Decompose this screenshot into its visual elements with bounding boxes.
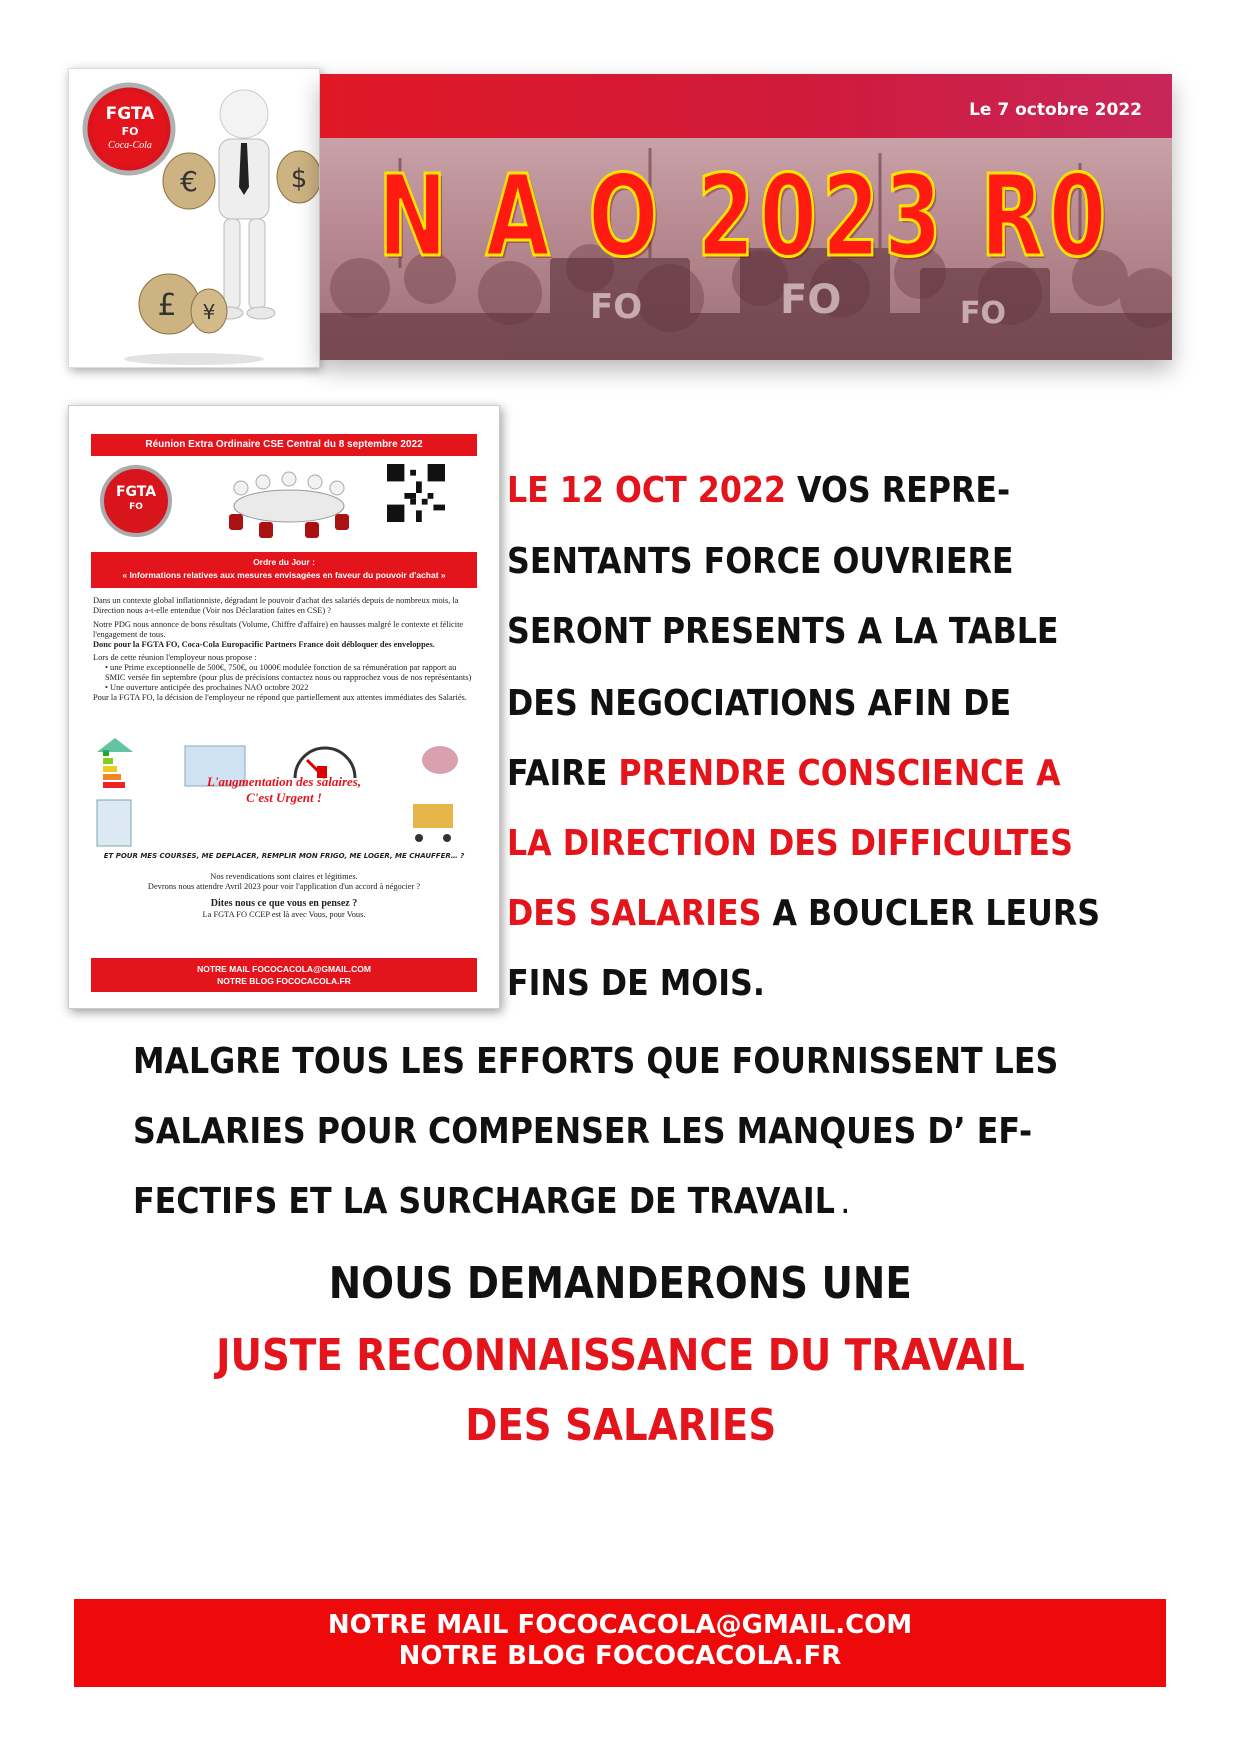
demand-line: DES SALARIES	[464, 1400, 776, 1451]
logo-fo-text: FO	[121, 125, 139, 138]
highlight-text: PRENDRE CONSCIENCE A	[618, 753, 1061, 794]
logo-brand-text: Coca-Cola	[108, 140, 152, 151]
highlight-text: DES SALARIES	[507, 893, 762, 934]
body-text: A BOUCLER LEURS	[761, 893, 1101, 934]
thumb-fgta-logo	[99, 464, 173, 538]
body-line: FINS DE MOIS.	[507, 963, 765, 1004]
thumb-slogan-line1: L'augmentation des salaires,	[206, 774, 362, 789]
qr-code	[387, 464, 445, 522]
thumb-paragraph: Dans un contexte global inflationniste, dégradant le pouvoir d'achat des salariés depuis de nombreux mois, la Direction nous a-t-elle entendue (Voir nos Déclaration faites en CSE) ?	[93, 596, 459, 615]
thumb-bullet: • Une ouverture anticipée des prochaines NAO octobre 2022	[105, 683, 309, 692]
demand-heading	[0, 1330, 1241, 1381]
demand-heading	[0, 1258, 1241, 1309]
body-text: VOS REPRE-	[785, 470, 1011, 511]
svg-text:FO: FO	[960, 296, 1006, 331]
mascot-logo-card	[68, 68, 320, 368]
body-line	[507, 470, 1010, 511]
svg-text:$: $	[290, 164, 308, 194]
piggy-bank-icon	[422, 746, 458, 774]
issue-date: Le 7 octobre 2022	[969, 100, 1142, 120]
previous-tract-thumbnail	[68, 405, 500, 1009]
contact-footer	[74, 1599, 1166, 1687]
body-text: FECTIFS ET LA SURCHARGE DE TRAVAIL	[133, 1181, 835, 1222]
thumb-footer-mail: NOTRE MAIL FOCOCACOLA@GMAIL.COM	[197, 964, 371, 974]
thumb-paragraph: Pour la FGTA FO, la décision de l'employeur ne répond que partiellement aux attentes immédiates des Salariés.	[93, 693, 467, 702]
thumb-paragraph: Nos revendications sont claires et légitimes.	[210, 872, 358, 881]
thumb-paragraph: Devrons nous attendre Avril 2023 pour voir l'application d'un accord à négocier ?	[147, 882, 421, 891]
demand-heading	[0, 1400, 1241, 1451]
thumb-slogan	[189, 774, 379, 806]
thumb-footer-blog: NOTRE BLOG FOCOCACOLA.FR	[217, 976, 351, 986]
thumb-strip: ET POUR MES COURSES, ME DEPLACER, REMPLIR MON FRIGO, ME LOGER, ME CHAUFFER… ?	[103, 852, 465, 860]
body-line: DES NEGOCIATIONS AFIN DE	[507, 683, 1012, 724]
thumb-agenda-bar	[91, 552, 477, 588]
highlight-date: LE 12 OCT 2022	[507, 470, 786, 511]
footer-blog: NOTRE BLOG FOCOCACOLA.FR	[398, 1641, 842, 1671]
fridge-icon	[97, 800, 131, 846]
thumb-paragraph: La FGTA FO CCEP est là avec Vous, pour Vous.	[202, 910, 366, 919]
body-line: MALGRE TOUS LES EFFORTS QUE FOURNISSENT LES	[133, 1041, 1059, 1082]
thumb-agenda-text: « Informations relatives aux mesures envisagées en faveur du pouvoir d'achat »	[122, 570, 446, 580]
body-text: .	[834, 1194, 850, 1219]
thumb-paragraph: Dites nous ce que vous en pensez ?	[210, 898, 358, 909]
energy-label-icon	[97, 738, 133, 788]
logo-fgta-text: FGTA	[105, 104, 155, 124]
thumb-paragraph: Notre PDG nous annonce de bons résultats (Volume, Chiffre d'affaire) en hausses malgré le contexte et félicite l'engagement de tous.	[93, 620, 464, 639]
thumb-agenda-title: Ordre du Jour :	[253, 557, 315, 567]
thumb-bullet: • une Prime exceptionnelle de 500€, 750€, ou 1000€ modulée fonction de sa rémunération par rapport au SMIC versée fin septembre (pour plus de précisions contactez nous ou rapprochez vous de nos représentants)	[105, 663, 472, 682]
body-line: SENTANTS FORCE OUVRIERE	[507, 541, 1014, 582]
thumb-footer-bar	[91, 958, 477, 992]
svg-text:£: £	[157, 288, 177, 323]
thumb-paragraph: Donc pour la FGTA FO, Coca-Cola Europacific Partners France doit débloquer des enveloppes.	[93, 640, 435, 649]
thumb-slogan-line2: C'est Urgent !	[246, 790, 322, 805]
body-line	[133, 1181, 849, 1222]
main-title: N A O 2023 R0	[378, 152, 1112, 282]
thumb-paragraph: Lors de cette réunion l'employeur nous propose :	[93, 653, 257, 662]
thumb-logo-fo: FO	[129, 502, 143, 512]
body-line	[507, 753, 1061, 794]
thumb-conclusion	[93, 872, 475, 920]
thumb-logo-fgta: FGTA	[115, 484, 157, 500]
thumb-bullet-text: Une ouverture anticipée des prochaines NAO octobre 2022	[110, 683, 309, 692]
svg-text:¥: ¥	[202, 300, 216, 324]
body-line: SERONT PRESENTS A LA TABLE	[507, 611, 1059, 652]
meeting-table-illustration	[219, 464, 359, 544]
svg-text:FO: FO	[780, 277, 842, 323]
shopping-cart-icon	[413, 804, 453, 842]
header-banner	[320, 74, 1172, 360]
banner-top-bar	[320, 74, 1172, 138]
demand-line: NOUS DEMANDERONS UNE	[328, 1258, 912, 1309]
body-line: LA DIRECTION DES DIFFICULTES	[507, 823, 1073, 864]
body-line: SALARIES POUR COMPENSER LES MANQUES D’ EF-	[133, 1111, 1033, 1152]
thumb-bullet-text: une Prime exceptionnelle de 500€, 750€, ou 1000€ modulée fonction de sa rémunération par rapport au SMIC versée fin septembre (pour plus de précisions contactez nous ou rapprochez vous de nos représentants)	[105, 663, 472, 682]
body-text: FAIRE	[507, 753, 619, 794]
thumb-body-text	[93, 596, 475, 703]
thumb-top-bar: Réunion Extra Ordinaire CSE Central du 8 septembre 2022	[91, 434, 477, 456]
svg-text:€: €	[180, 165, 198, 198]
demand-line: JUSTE RECONNAISSANCE DU TRAVAIL	[216, 1330, 1025, 1381]
body-line	[507, 893, 1100, 934]
footer-mail: NOTRE MAIL FOCOCACOLA@GMAIL.COM	[327, 1610, 913, 1640]
svg-text:FO: FO	[590, 287, 643, 327]
